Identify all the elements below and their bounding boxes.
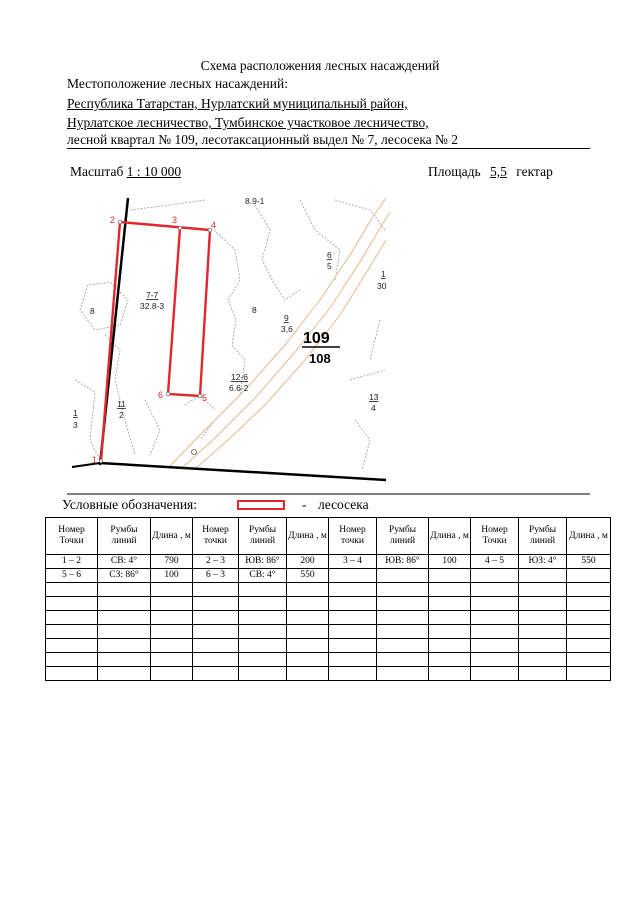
table-cell <box>471 653 519 667</box>
table-cell: 6 – 3 <box>193 569 239 583</box>
table-cell <box>567 653 611 667</box>
table-cell <box>377 583 429 597</box>
table-cell <box>429 625 471 639</box>
area-unit: гектар <box>516 164 553 179</box>
table-cell <box>567 569 611 583</box>
table-cell: СЗ: 86° <box>98 569 151 583</box>
table-cell <box>239 597 287 611</box>
table-cell <box>98 597 151 611</box>
table-cell <box>471 611 519 625</box>
table-cell: 200 <box>287 555 329 569</box>
table-cell <box>193 611 239 625</box>
table-cell <box>98 639 151 653</box>
table-header-row <box>46 518 611 555</box>
table-cell <box>287 625 329 639</box>
legend-dash: - <box>302 497 307 512</box>
cutting-area-outline <box>101 222 210 461</box>
legend-item-label: лесосека <box>318 497 369 512</box>
table-cell <box>239 639 287 653</box>
table-cell <box>377 653 429 667</box>
table-cell <box>329 611 377 625</box>
table-row <box>46 583 611 597</box>
table-cell <box>193 653 239 667</box>
table-cell <box>193 625 239 639</box>
map-label-top-code: 8.9-1 <box>245 196 265 206</box>
table-cell <box>98 611 151 625</box>
table-cell <box>239 625 287 639</box>
points-table <box>45 517 611 681</box>
area-label: Площадь <box>428 164 481 179</box>
table-cell: 5 – 6 <box>46 569 98 583</box>
frac-6-5-top: 6 <box>327 250 332 260</box>
table-cell <box>429 667 471 681</box>
plot-fraction-top: 7-7 <box>146 290 159 300</box>
table-cell <box>377 639 429 653</box>
frac-11-top: 11 <box>117 399 126 409</box>
table-row <box>46 625 611 639</box>
table-cell <box>567 625 611 639</box>
quarter-boundary-south <box>100 463 386 480</box>
table-cell <box>46 653 98 667</box>
table-cell <box>329 583 377 597</box>
table-cell <box>377 625 429 639</box>
table-cell <box>287 639 329 653</box>
table-cell <box>193 597 239 611</box>
table-cell <box>151 639 193 653</box>
table-cell: ЮЗ: 4° <box>519 555 567 569</box>
frac-9-bottom: 3,6 <box>281 324 293 334</box>
table-cell <box>46 597 98 611</box>
frac-6-5-bottom: 5 <box>327 261 332 271</box>
table-cell <box>377 611 429 625</box>
map-label-right-1: 1 <box>381 269 386 279</box>
table-cell <box>519 569 567 583</box>
table-row <box>46 653 611 667</box>
table-cell <box>98 653 151 667</box>
table-cell: 100 <box>429 555 471 569</box>
table-cell <box>471 569 519 583</box>
point-label-5: 5 <box>202 393 208 403</box>
table-row <box>46 597 611 611</box>
table-cell <box>98 625 151 639</box>
table-header-cell: Длина , м <box>567 518 611 555</box>
table-cell: ЮВ: 86° <box>239 555 287 569</box>
table-cell <box>287 653 329 667</box>
quarter-below-number: 108 <box>309 351 331 366</box>
table-cell: 790 <box>151 555 193 569</box>
table-cell <box>567 597 611 611</box>
table-cell <box>567 667 611 681</box>
table-cell <box>519 667 567 681</box>
table-row <box>46 639 611 653</box>
table-cell: 100 <box>151 569 193 583</box>
forest-contours <box>75 200 385 470</box>
table-cell <box>519 625 567 639</box>
table-cell <box>151 625 193 639</box>
table-cell <box>429 653 471 667</box>
location-line-1: Республика Татарстан, Нурлатский муниципальный район, <box>67 96 408 111</box>
table-cell: 550 <box>567 555 611 569</box>
table-header-cell: Номер Точки <box>471 518 519 555</box>
point-label-4: 4 <box>211 220 217 230</box>
table-cell <box>151 597 193 611</box>
table-cell <box>193 667 239 681</box>
table-cell <box>471 625 519 639</box>
frac-1-3-top: 1 <box>73 408 78 418</box>
table-cell <box>239 653 287 667</box>
table-cell <box>429 569 471 583</box>
table-cell: 4 – 5 <box>471 555 519 569</box>
table-cell <box>46 611 98 625</box>
location-label: Местоположение лесных насаждений: <box>67 76 288 91</box>
area-value: 5,5 <box>490 164 507 179</box>
location-line-2: Нурлатское лесничество, Тумбинское участковое лесничество, <box>67 115 429 130</box>
point-label-2: 2 <box>110 215 116 225</box>
table-cell <box>98 583 151 597</box>
table-cell <box>471 583 519 597</box>
table-cell <box>329 667 377 681</box>
table-cell <box>193 583 239 597</box>
frac-1-3-bottom: 3 <box>73 420 78 430</box>
map-label-left-8: 8 <box>90 306 95 316</box>
table-cell <box>567 583 611 597</box>
table-cell <box>519 653 567 667</box>
table-header-cell: Румбы линий <box>519 518 567 555</box>
table-cell <box>519 611 567 625</box>
table-cell <box>151 611 193 625</box>
table-cell <box>329 653 377 667</box>
frac-12-bottom: 6.6-2 <box>229 383 249 393</box>
table-cell <box>287 667 329 681</box>
table-cell <box>567 611 611 625</box>
table-row <box>46 667 611 681</box>
table-header-cell: Длина , м <box>287 518 329 555</box>
table-cell: 1 – 2 <box>46 555 98 569</box>
table-cell <box>429 583 471 597</box>
map-label-mid-8: 8 <box>252 305 257 315</box>
table-cell <box>151 583 193 597</box>
page-title: Схема расположения лесных насаждений <box>200 58 440 73</box>
table-cell <box>329 639 377 653</box>
table-header-cell: Номер точки <box>193 518 239 555</box>
table-header-cell: Номер Точки <box>46 518 98 555</box>
map-label-right-30: 30 <box>377 281 387 291</box>
table-cell <box>429 611 471 625</box>
table-cell <box>429 597 471 611</box>
legend-plot-swatch <box>237 500 285 510</box>
table-row <box>46 611 611 625</box>
table-cell <box>471 639 519 653</box>
table-cell: 550 <box>287 569 329 583</box>
table-cell <box>151 667 193 681</box>
table-cell: СВ: 4° <box>98 555 151 569</box>
table-cell <box>239 583 287 597</box>
table-cell <box>287 611 329 625</box>
table-cell: 2 – 3 <box>193 555 239 569</box>
table-cell <box>377 569 429 583</box>
plot-fraction-bottom: 32.8-3 <box>140 301 165 311</box>
table-cell <box>46 667 98 681</box>
table-cell <box>471 597 519 611</box>
table-cell: ЮВ: 86° <box>377 555 429 569</box>
table-cell <box>46 639 98 653</box>
scale-value: 1 : 10 000 <box>126 164 182 179</box>
table-cell <box>329 625 377 639</box>
table-header-cell: Длина , м <box>151 518 193 555</box>
frac-13-top: 13 <box>369 392 379 402</box>
table-row <box>46 569 611 583</box>
point-label-3: 3 <box>172 215 178 225</box>
table-cell: 3 – 4 <box>329 555 377 569</box>
table-cell <box>287 583 329 597</box>
table-cell <box>519 583 567 597</box>
frac-13-bottom: 4 <box>371 403 376 413</box>
table-cell <box>519 639 567 653</box>
table-cell <box>429 639 471 653</box>
road-lines <box>168 198 390 468</box>
table-cell <box>98 667 151 681</box>
quarter-number: 109 <box>303 330 330 347</box>
map-marker-icon <box>192 450 197 455</box>
table-cell <box>287 597 329 611</box>
table-header-cell: Номер точки <box>329 518 377 555</box>
scale-label: Масштаб <box>70 164 124 179</box>
table-cell <box>46 625 98 639</box>
table-header-cell: Румбы линий <box>377 518 429 555</box>
table-cell <box>46 583 98 597</box>
point-label-6: 6 <box>158 390 164 400</box>
table-cell <box>377 597 429 611</box>
frac-12-top: 12-6 <box>231 372 249 382</box>
table-header-cell: Румбы линий <box>98 518 151 555</box>
legend-label: Условные обозначения: <box>62 497 198 512</box>
frac-11-bottom: 2 <box>119 410 124 420</box>
table-row <box>46 555 611 569</box>
table-cell <box>239 611 287 625</box>
table-header-cell: Румбы линий <box>239 518 287 555</box>
table-cell <box>519 597 567 611</box>
point-label-1: 1 <box>92 455 98 465</box>
table-cell <box>151 653 193 667</box>
table-cell <box>329 597 377 611</box>
table-cell <box>329 569 377 583</box>
table-header-cell: Длина , м <box>429 518 471 555</box>
table-cell: СВ: 4° <box>239 569 287 583</box>
table-cell <box>567 639 611 653</box>
location-line-3: лесной квартал № 109, лесотаксационный выдел № 7, лесосека № 2 <box>67 132 459 147</box>
table-cell <box>239 667 287 681</box>
table-cell <box>377 667 429 681</box>
frac-9-top: 9 <box>284 313 289 323</box>
table-cell <box>471 667 519 681</box>
table-cell <box>193 639 239 653</box>
